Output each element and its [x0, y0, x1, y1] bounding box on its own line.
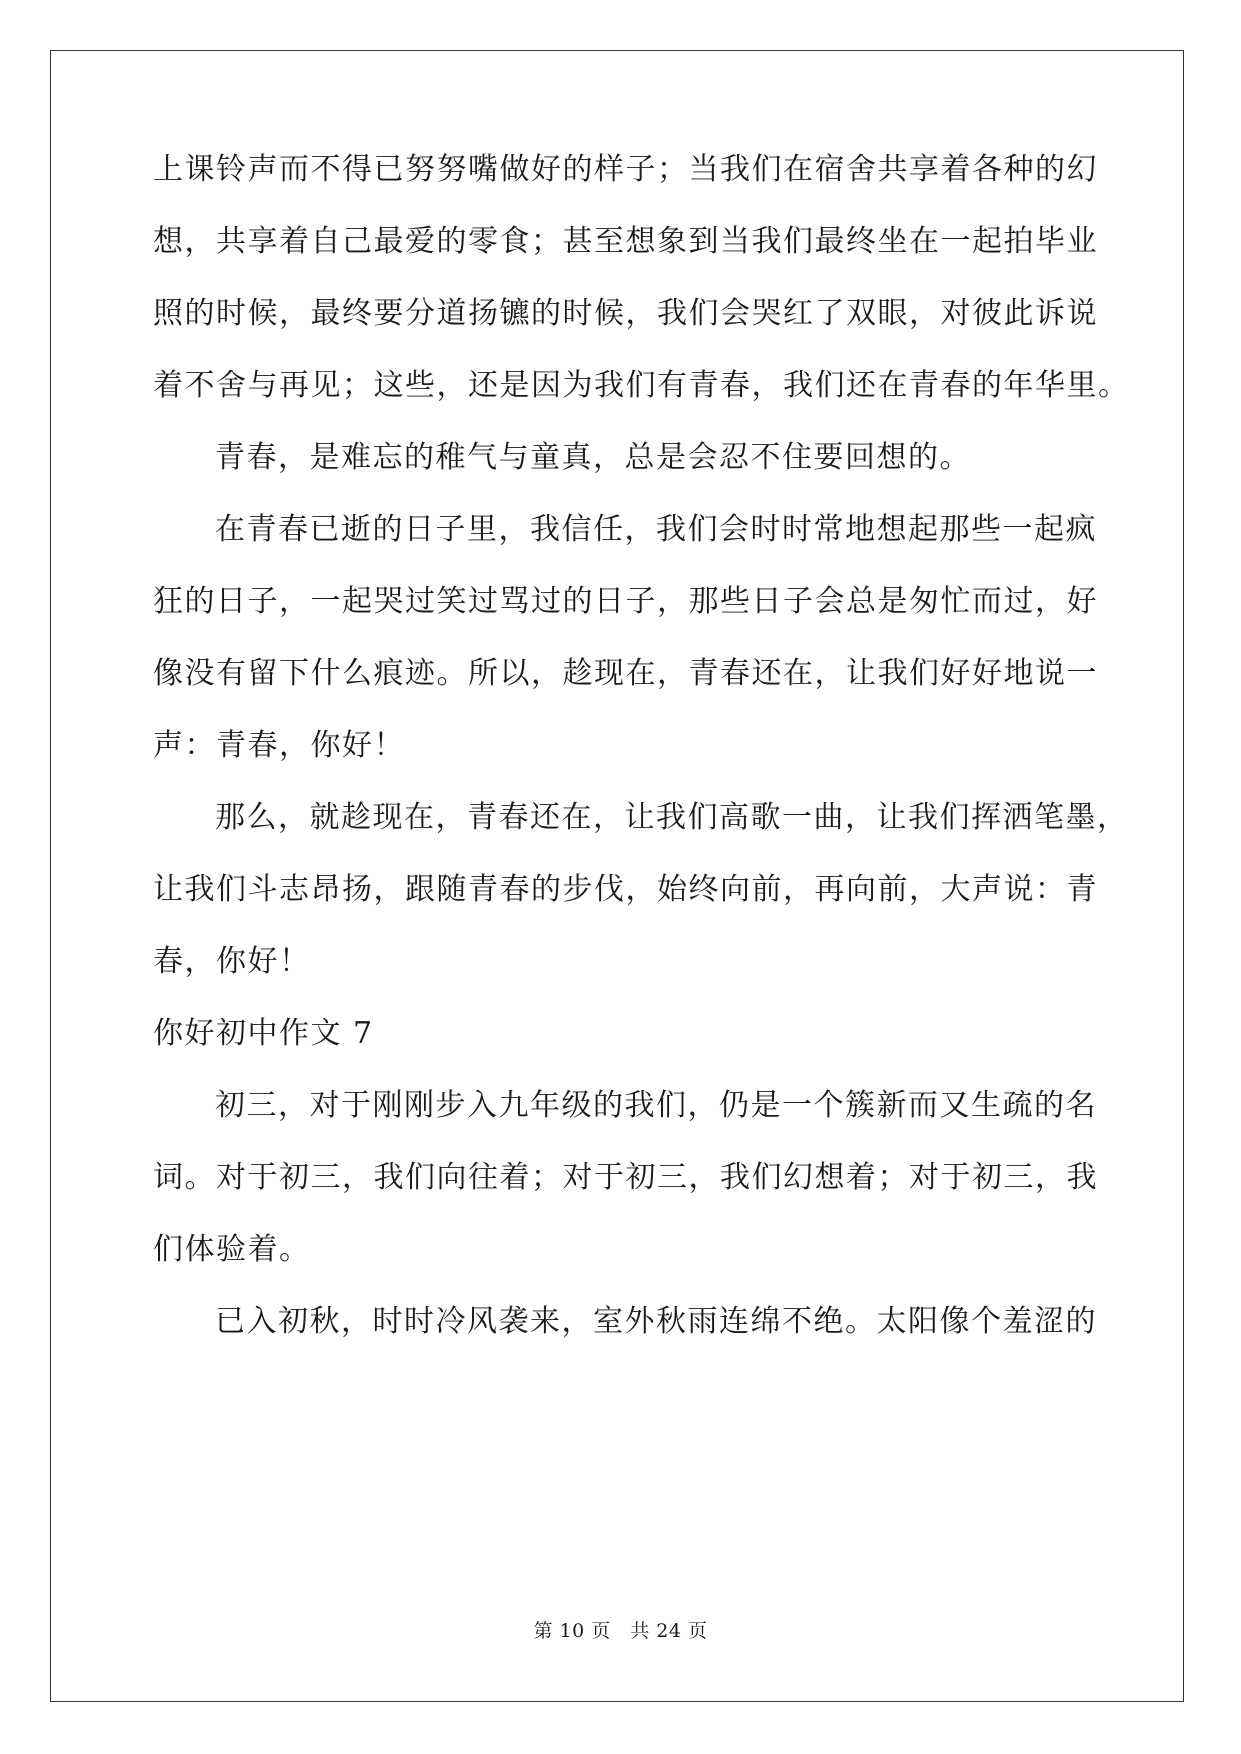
text-line: 想，共享着自己最爱的零食；甚至想象到当我们最终坐在一起拍毕业 [153, 224, 1098, 259]
text-line: 上课铃声而不得已努努嘴做好的样子；当我们在宿舍共享着各种的幻 [153, 152, 1098, 187]
text-line: 已入初秋，时时冷风袭来，室外秋雨连绵不绝。太阳像个羞涩的 [215, 1304, 1097, 1339]
text-line: 初三，对于刚刚步入九年级的我们，仍是一个簇新而又生疏的名 [215, 1088, 1097, 1123]
page-number-footer: 第 10 页 共 24 页 [533, 1620, 708, 1642]
text-line: 们体验着。 [153, 1232, 311, 1267]
text-line: 词。对于初三，我们向往着；对于初三，我们幻想着；对于初三，我 [153, 1160, 1098, 1195]
text-line: 像没有留下什么痕迹。所以，趁现在，青春还在，让我们好好地说一 [153, 656, 1098, 691]
text-line: 那么，就趁现在，青春还在，让我们高歌一曲，让我们挥洒笔墨， [215, 800, 1129, 835]
text-line: 让我们斗志昂扬，跟随青春的步伐，始终向前，再向前，大声说：青 [153, 872, 1098, 907]
text-line: 照的时候，最终要分道扬镳的时候，我们会哭红了双眼，对彼此诉说 [153, 296, 1098, 331]
text-line: 着不舍与再见；这些，还是因为我们有青春，我们还在青春的年华里。 [153, 368, 1130, 403]
text-line: 狂的日子，一起哭过笑过骂过的日子，那些日子会总是匆忙而过，好 [153, 584, 1098, 619]
text-line: 在青春已逝的日子里，我信任，我们会时时常地想起那些一起疯 [215, 512, 1097, 547]
text-line: 声：青春，你好！ [153, 728, 405, 763]
text-line: 春，你好！ [153, 944, 311, 979]
section-heading: 你好初中作文 7 [153, 1016, 374, 1051]
text-line: 青春，是难忘的稚气与童真，总是会忍不住要回想的。 [215, 440, 971, 475]
